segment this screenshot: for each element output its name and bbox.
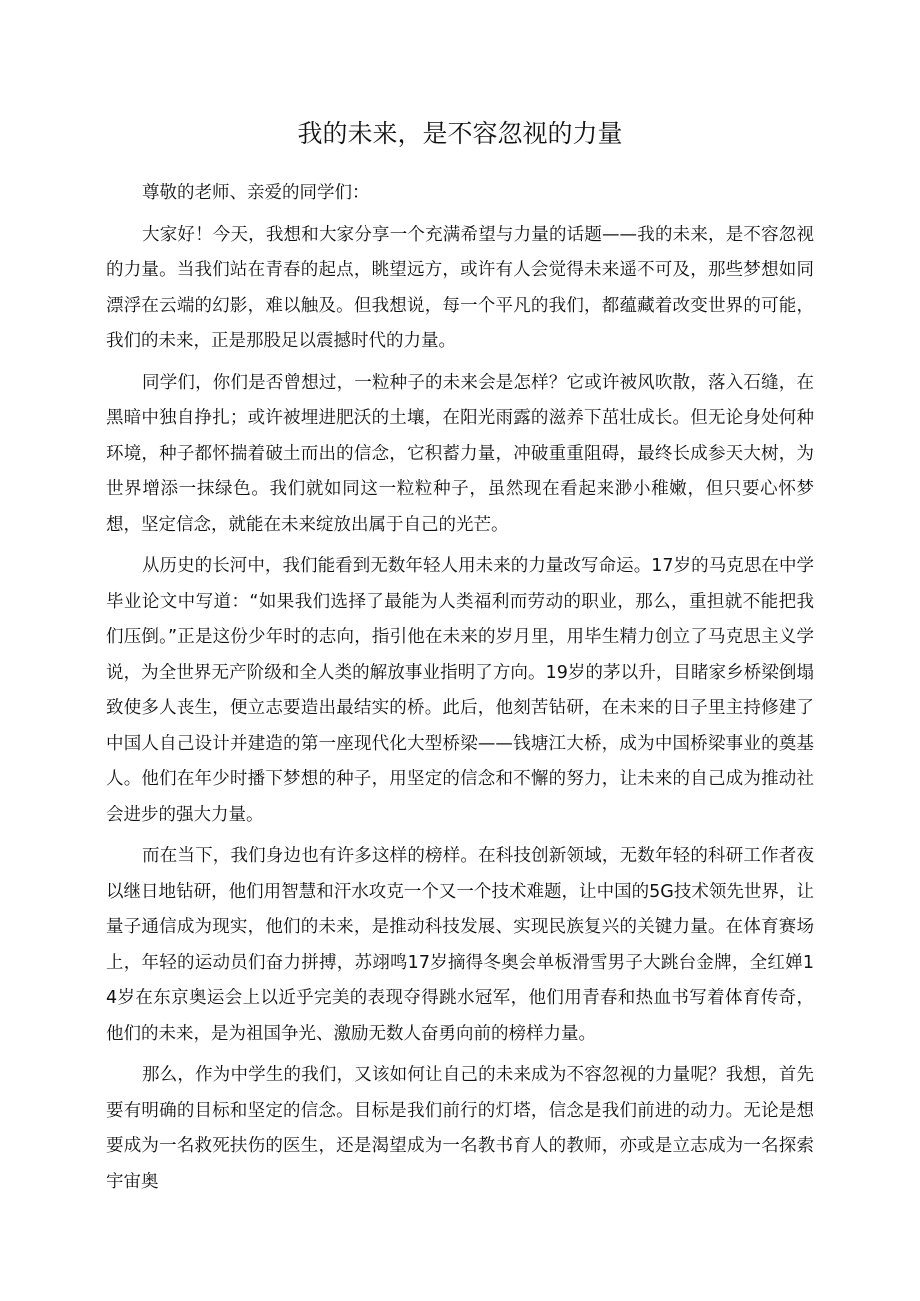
paragraph-2: 同学们，你们是否曾想过，一粒种子的未来会是怎样？它或许被风吹散，落入石缝，在黑暗中独自挣扎；或许被埋进肥沃的土壤，在阳光雨露的滋养下茁壮成长。但无论身处何种环境，种子都怀揣着破土而出的信念，它积蓄力量，冲破重重阻碍，最终长成参天大树，为世界增添一抹绿色。我们就如同这一粒粒种子，虽然现在看起来渺小稚嫩，但只要心怀梦想，坚定信念，就能在未来绽放出属于自己的光芒。 [106,372,814,535]
document-title: 我的未来，是不容忽视的力量 [297,119,623,148]
paragraph-3: 从历史的长河中，我们能看到无数年轻人用未来的力量改写命运。17岁的马克思在中学毕业论文中写道：“如果我们选择了最能为人类福利而劳动的职业，那么，重担就不能把我们压倒。”正是这份少年时的志向，指引他在未来的岁月里，用毕生精力创立了马克思主义学说，为全世界无产阶级和全人类的解放事业指明了方向。19岁的茅以升，目睹家乡桥梁倒塌致使多人丧生，便立志要造出最结实的桥。此后，他刻苦钻研，在未来的日子里主持修建了中国人自己设计并建造的第一座现代化大型桥梁——钱塘江大桥，成为中国桥梁事业的奠基人。他们在年少时播下梦想的种子，用坚定的信念和不懈的努力，让未来的自己成为推动社会进步的强大力量。 [106,556,814,825]
salutation: 尊敬的老师、亲爱的同学们： [142,183,370,203]
document-body [106,176,814,1206]
paragraph-5: 那么，作为中学生的我们，又该如何让自己的未来成为不容忽视的力量呢？我想，首先要有明确的目标和坚定的信念。目标是我们前行的灯塔，信念是我们前进的动力。无论是想要成为一名救死扶伤的医生，还是渴望成为一名教书育人的教师，亦或是立志成为一名探索宇宙奥 [106,1065,814,1192]
paragraph-1: 大家好！今天，我想和大家分享一个充满希望与力量的话题——我的未来，是不容忽视的力量。当我们站在青春的起点，眺望远方，或许有人会觉得未来遥不可及，那些梦想如同漂浮在云端的幻影，难以触及。但我想说，每一个平凡的我们，都蕴藏着改变世界的可能，我们的未来，正是那股足以震撼时代的力量。 [106,224,814,351]
paragraph-4: 而在当下，我们身边也有许多这样的榜样。在科技创新领域，无数年轻的科研工作者夜以继日地钻研，他们用智慧和汗水攻克一个又一个技术难题，让中国的5G技术领先世界，让量子通信成为现实，他们的未来，是推动科技发展、实现民族复兴的关键力量。在体育赛场上，年轻的运动员们奋力拼搏，苏翊鸣17岁摘得冬奥会单板滑雪男子大跳台金牌，全红婵14岁在东京奥运会上以近乎完美的表现夺得跳水冠军，他们用青春和热血书写着体育传奇，他们的未来，是为祖国争光、激励无数人奋勇向前的榜样力量。 [106,846,814,1044]
